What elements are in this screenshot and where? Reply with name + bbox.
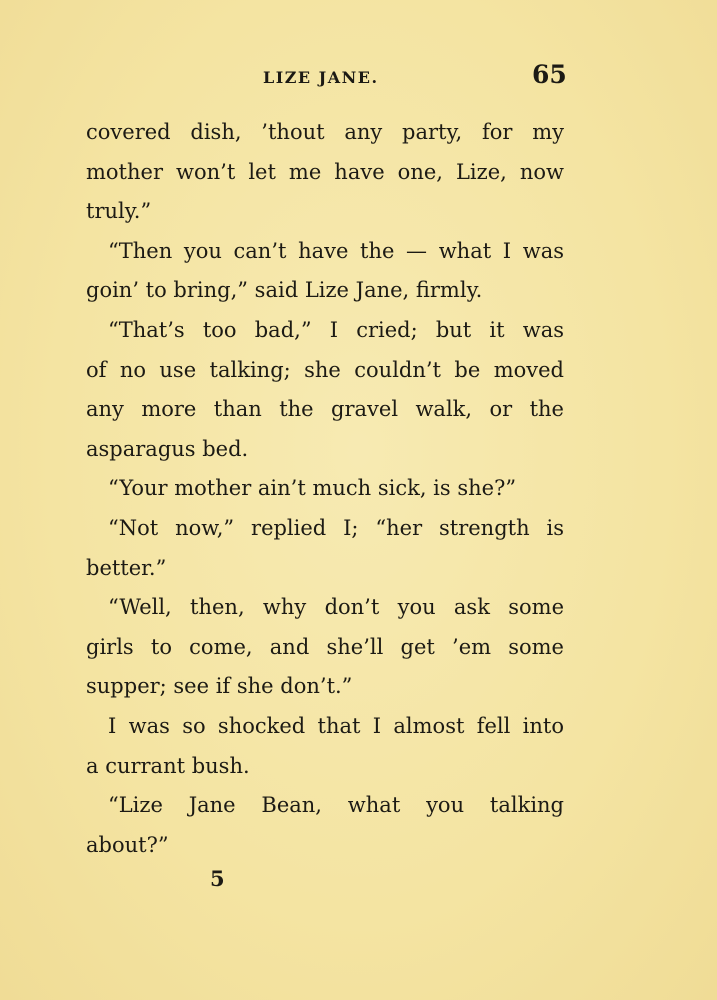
text-line: asparagus bed. bbox=[86, 436, 249, 461]
body-text bbox=[86, 113, 564, 865]
text-line: “Lize Jane Bean, what you talking bbox=[108, 793, 564, 818]
running-head bbox=[0, 60, 717, 100]
text-line: “That’s too bad,” I cried; but it was bbox=[108, 317, 564, 342]
text-line: about?” bbox=[86, 832, 169, 857]
text-line: girls to come, and she’ll get ’em some bbox=[86, 634, 564, 659]
text-line: a currant bush. bbox=[86, 753, 250, 778]
text-line: any more than the gravel walk, or the bbox=[86, 397, 564, 422]
text-line: “Not now,” replied I; “her strength is bbox=[108, 515, 564, 540]
text-line: “Well, then, why don’t you ask some bbox=[108, 595, 564, 620]
page-number: 65 bbox=[532, 60, 567, 89]
text-line: better.” bbox=[86, 555, 167, 580]
text-line: of no use talking; she couldn’t be moved bbox=[86, 357, 564, 382]
text-line: covered dish, ’thout any party, for my bbox=[86, 120, 564, 144]
text-line: truly.” bbox=[86, 199, 152, 224]
text-line: supper; see if she don’t.” bbox=[86, 674, 353, 699]
text-line: I was so shocked that I almost fell into bbox=[108, 713, 564, 738]
text-line: goin’ to bring,” said Lize Jane, firmly. bbox=[86, 278, 483, 303]
running-title: LIZE JANE. bbox=[263, 68, 379, 87]
text-line: “Your mother ain’t much sick, is she?” bbox=[108, 476, 517, 501]
text-line: mother won’t let me have one, Lize, now bbox=[86, 159, 564, 184]
signature-mark: 5 bbox=[210, 866, 225, 891]
text-line: “Then you can’t have the — what I was bbox=[108, 238, 564, 263]
